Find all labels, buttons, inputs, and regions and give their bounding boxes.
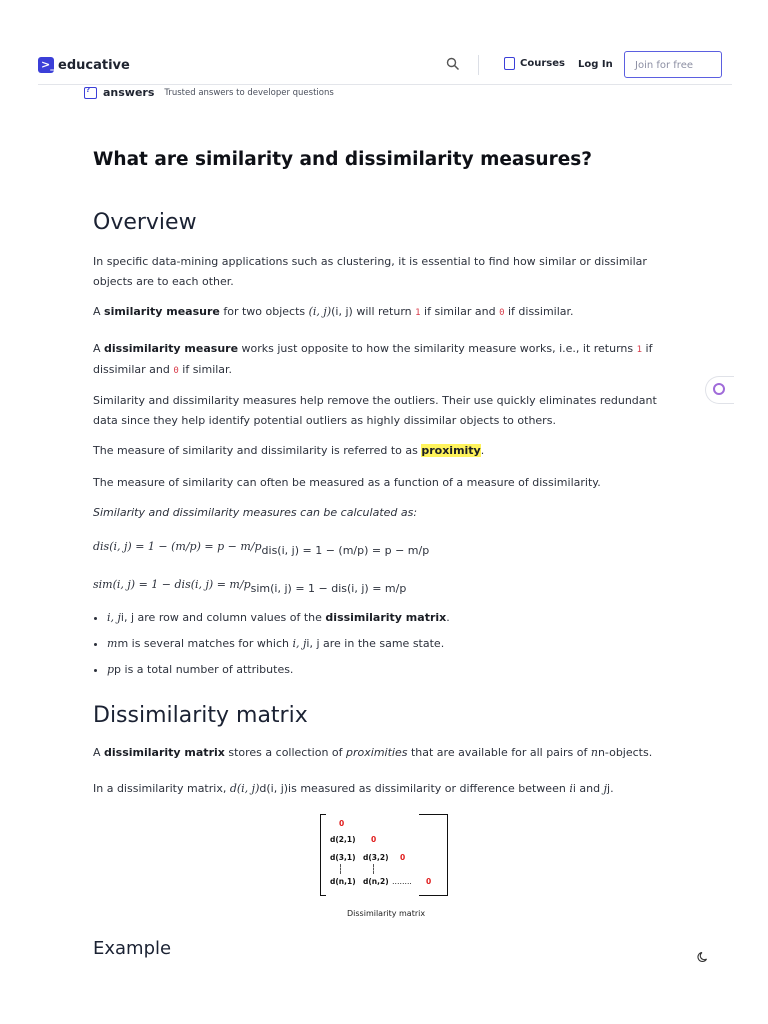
matrix-cell: d(n,2) [363,877,389,886]
educative-logo[interactable] [38,57,130,73]
courses-label: Courses [520,58,565,69]
book-icon [504,57,515,70]
top-navbar [38,50,732,85]
article-content [93,146,685,799]
paragraph-matrix-definition: A dissimilarity matrix stores a collection of proximities that are available for all pairs of nn-objects. [93,746,653,759]
paragraph-intro: In specific data-mining applications such as clustering, it is essential to find how similar or dissimilar objects are to each other. [93,255,647,288]
matrix-cell: d(3,2) [363,853,389,862]
join-for-free-button[interactable]: Join for free [624,51,722,78]
paragraph-matrix-dij: In a dissimilarity matrix, d(i, j)d(i, j)is measured as dissimilarity or difference between ii and jj. [93,782,614,795]
answers-tagline: Trusted answers to developer questions [164,87,334,98]
login-button[interactable]: Log In [578,59,613,70]
nav-divider [478,55,479,75]
article-title: What are similarity and dissimilarity measures? [93,149,592,170]
answers-icon: ? [84,87,97,99]
matrix-cell: 0 [371,835,377,844]
matrix-right-bracket [419,814,448,896]
answers-title[interactable]: answers [103,86,155,99]
answers-subbar [84,86,334,99]
matrix-vertical-dots [340,864,341,874]
matrix-cell: 0 [400,853,406,862]
definitions-list [93,605,685,683]
equation-dissimilarity: dis(i, j) = 1 − (m/p) = p − m/pdis(i, j) = 1 − (m/p) = p − m/p [93,540,430,557]
list-item: • pp is a total number of attributes. [107,657,685,683]
matrix-cell: 0 [426,877,432,886]
list-item: • i, ji, j are row and column values of the dissimilarity matrix. [107,605,685,631]
list-item: • mm is several matches for which i, ji, j are in the same state. [107,631,685,657]
matrix-cell: d(3,1) [330,853,356,862]
paragraph-outliers: Similarity and dissimilarity measures help remove the outliers. Their use quickly eliminates redundant data since they help identify potential outliers as highly dissimilar objects to others. [93,394,657,427]
matrix-left-bracket [320,814,326,896]
paragraph-function: The measure of similarity can often be measured as a function of a measure of dissimilarity. [93,476,601,489]
logo-mark-icon: >_ [38,57,54,73]
ai-assistant-icon [713,383,725,395]
matrix-cell: 0 [339,819,345,828]
paragraph-dissimilarity-measure: A dissimilarity measure works just opposite to how the similarity measure works, i.e., it returns 1 if dissimilar and 0 if similar. [93,342,653,376]
proximity-highlight: proximity [421,444,481,457]
dissimilarity-matrix-figure [320,814,448,896]
example-heading: Example [93,938,172,959]
equation-similarity: sim(i, j) = 1 − dis(i, j) = m/psim(i, j) = 1 − dis(i, j) = m/p [93,578,407,595]
dissimilarity-matrix-heading: Dissimilarity matrix [93,703,308,728]
figure-caption: Dissimilarity matrix [347,909,426,918]
overview-heading: Overview [93,210,197,235]
paragraph-similarity-measure: A similarity measure for two objects (i, j)(i, j) will return 1 if similar and 0 if dissimilar. [93,305,574,318]
paragraph-proximity: The measure of similarity and dissimilarity is referred to as proximity. [93,444,485,457]
matrix-cell: d(2,1) [330,835,356,844]
matrix-cell: d(n,1) [330,877,356,886]
courses-button[interactable] [504,57,565,70]
paragraph-calculated: Similarity and dissimilarity measures can be calculated as: [93,506,418,519]
matrix-vertical-dots [373,864,374,874]
moon-icon[interactable] [697,951,709,963]
logo-text: educative [58,57,130,73]
search-icon[interactable] [446,57,460,71]
matrix-cell: …….. [392,877,412,886]
ai-assistant-button[interactable] [705,376,734,404]
